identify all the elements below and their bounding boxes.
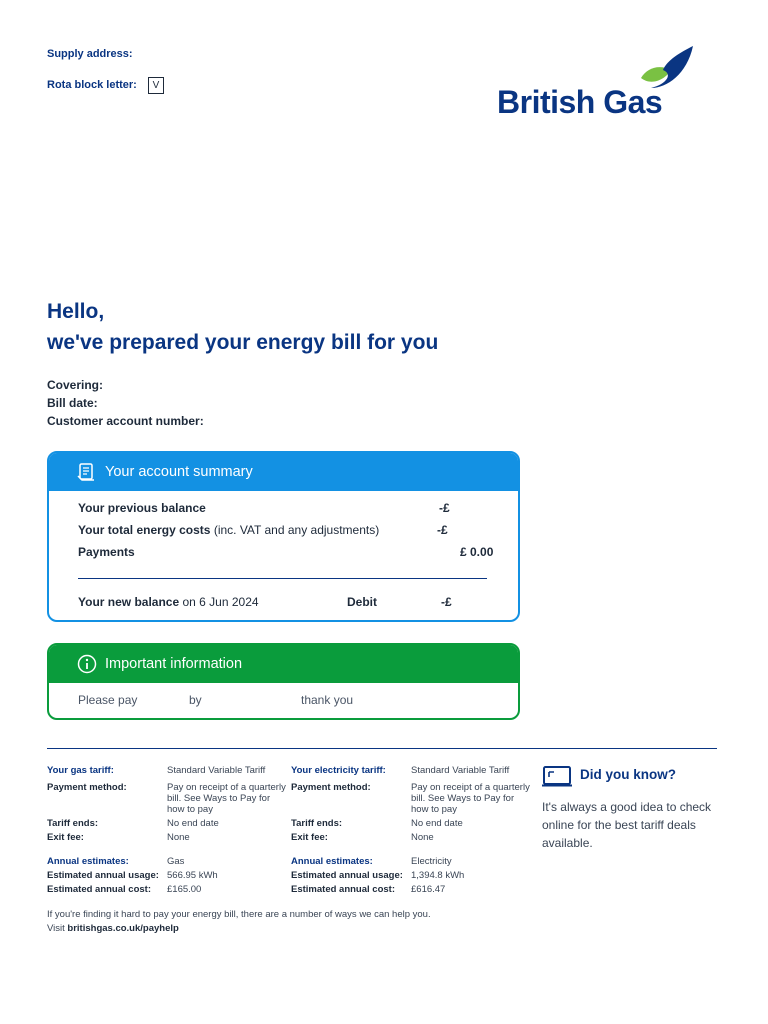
- gas-ends-label: Tariff ends:: [47, 818, 99, 829]
- account-summary-title: Your account summary: [105, 464, 253, 480]
- account-number-label: Customer account number:: [47, 414, 204, 428]
- payhelp-text: If you're finding it hard to pay your energy bill, there are a number of ways we can help you. Visit: [47, 909, 431, 934]
- please-pay-text: Please pay: [78, 693, 138, 707]
- account-summary-card: [47, 451, 520, 622]
- section-divider: [47, 748, 717, 749]
- gas-tariff-value: Standard Variable Tariff: [167, 765, 266, 776]
- gas-tariff-label: Your gas tariff:: [47, 765, 114, 776]
- payhelp-footer: [47, 908, 442, 936]
- new-balance-label: Your new balance: [78, 595, 180, 609]
- gas-cost-label: Estimated annual cost:: [47, 884, 151, 895]
- electricity-tariff-label: Your electricity tariff:: [291, 765, 386, 776]
- energy-costs-note: (inc. VAT and any adjustments): [210, 523, 380, 537]
- important-info-card: [47, 643, 520, 720]
- gas-payment-label: Payment method:: [47, 782, 127, 793]
- energy-costs-row: [78, 523, 379, 537]
- electricity-exit-value: None: [411, 832, 434, 843]
- new-balance-date: on 6 Jun 2024: [179, 595, 259, 609]
- new-balance-type: Debit: [347, 595, 377, 609]
- energy-costs-value: -£: [437, 523, 448, 537]
- british-gas-logo: [497, 44, 697, 124]
- new-balance-row: [78, 595, 259, 609]
- gas-usage-label: Estimated annual usage:: [47, 870, 159, 881]
- payments-value: £ 0.00: [460, 545, 494, 559]
- important-info-header: [49, 645, 518, 683]
- electricity-usage-value: 1,394.8 kWh: [411, 870, 465, 881]
- did-you-know-text: It's always a good idea to check online for the best tariff deals available.: [542, 800, 712, 850]
- gas-cost-value: £165.00: [167, 884, 202, 895]
- greeting-line-1: Hello,: [47, 300, 105, 323]
- important-info-title: Important information: [105, 656, 243, 672]
- rota-block-label: Rota block letter:: [47, 79, 137, 91]
- receipt-icon: [77, 462, 97, 482]
- info-icon: [77, 654, 97, 674]
- bill-date-label: Bill date:: [47, 396, 98, 410]
- electricity-ends-label: Tariff ends:: [291, 818, 343, 829]
- thank-you-text: thank you: [301, 693, 354, 707]
- new-balance-value: -£: [441, 595, 452, 609]
- rota-block-value: V: [148, 77, 164, 94]
- logo-text: British Gas: [497, 84, 663, 120]
- electricity-payment-label: Payment method:: [291, 782, 371, 793]
- gas-exit-label: Exit fee:: [47, 832, 84, 843]
- gas-estimates-value: Gas: [167, 856, 185, 867]
- electricity-ends-value: No end date: [411, 818, 463, 829]
- gas-payment-value: Pay on receipt of a quarterly bill. See Ways to Pay for how to pay: [167, 782, 286, 815]
- covering-label: Covering:: [47, 378, 104, 392]
- electricity-exit-label: Exit fee:: [291, 832, 328, 843]
- did-you-know-title: Did you know?: [580, 767, 676, 782]
- pay-by-text: by: [189, 693, 202, 707]
- gas-exit-value: None: [167, 832, 190, 843]
- summary-divider: [78, 578, 487, 579]
- previous-balance-value: -£: [439, 501, 450, 515]
- laptop-icon: [542, 765, 572, 787]
- electricity-cost-label: Estimated annual cost:: [291, 884, 395, 895]
- supply-address-label: Supply address:: [47, 48, 133, 60]
- electricity-tariff-value: Standard Variable Tariff: [411, 765, 510, 776]
- gas-usage-value: 566.95 kWh: [167, 870, 218, 881]
- electricity-estimates-value: Electricity: [411, 856, 452, 867]
- energy-costs-label: Your total energy costs: [78, 523, 211, 537]
- electricity-estimates-label: Annual estimates:: [291, 856, 373, 867]
- gas-ends-value: No end date: [167, 818, 219, 829]
- payhelp-link[interactable]: britishgas.co.uk/payhelp: [67, 923, 179, 934]
- payments-label: Payments: [78, 545, 135, 559]
- account-summary-header: [49, 453, 518, 491]
- page-title: we've prepared your energy bill for you: [47, 331, 439, 354]
- electricity-payment-value: Pay on receipt of a quarterly bill. See Ways to Pay for how to pay: [411, 782, 530, 815]
- electricity-usage-label: Estimated annual usage:: [291, 870, 403, 881]
- gas-estimates-label: Annual estimates:: [47, 856, 129, 867]
- electricity-cost-value: £616.47: [411, 884, 446, 895]
- previous-balance-label: Your previous balance: [78, 501, 206, 515]
